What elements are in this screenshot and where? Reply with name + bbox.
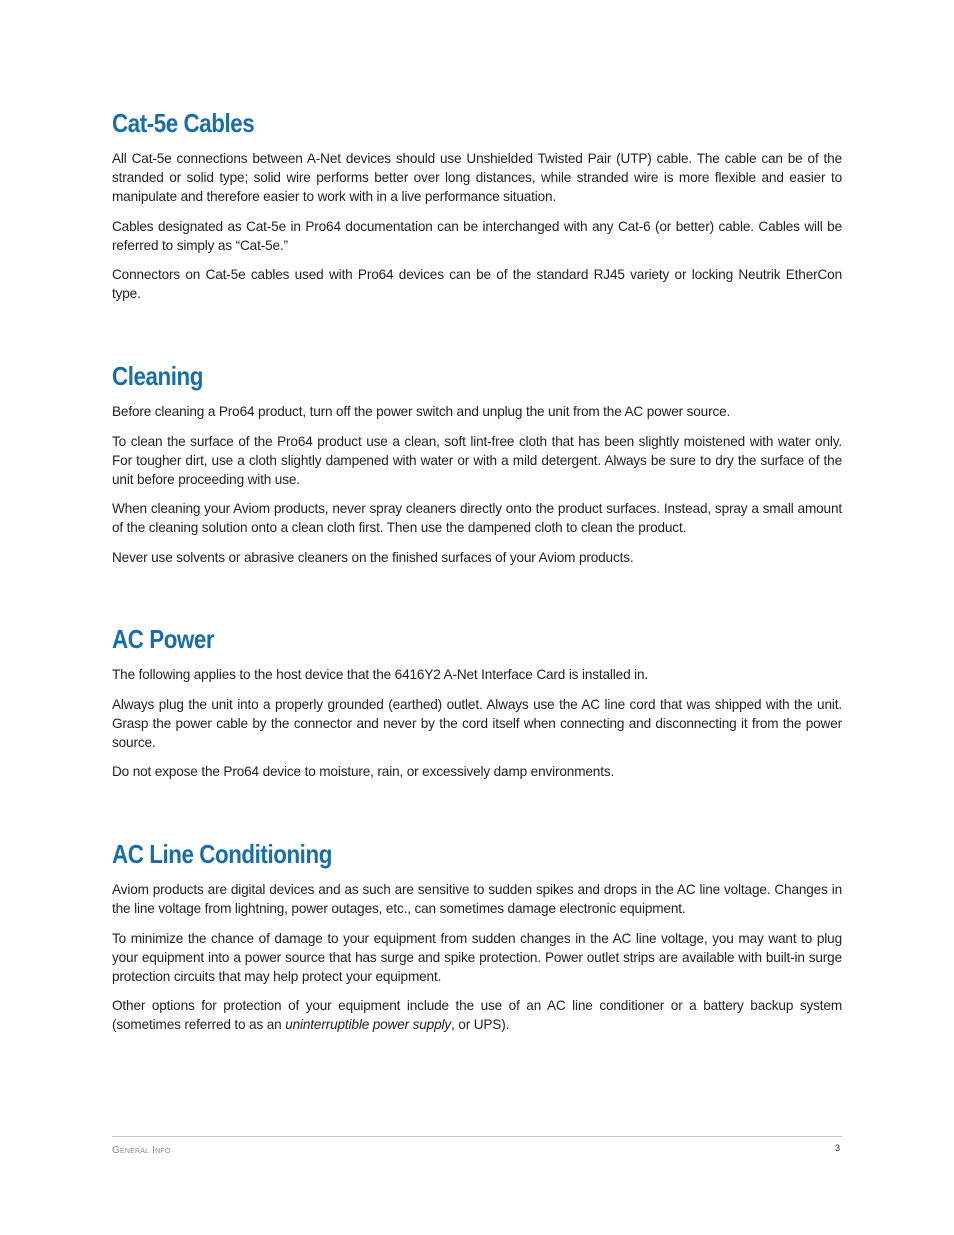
paragraph-text: Other options for protection of your equipment include the use of an AC line conditioner or a battery backup system (sometimes referred to as an	[112, 998, 842, 1032]
paragraph: When cleaning your Aviom products, never spray cleaners directly onto the product surfaces. Instead, spray a small amount of the cleaning solution onto a clean cloth first. Then use the dampened cloth to clean the product.	[112, 501, 842, 535]
section-ac-line-conditioning	[112, 838, 842, 1034]
emphasized-term: uninterruptible power supply	[285, 1017, 452, 1032]
paragraph: Do not expose the Pro64 device to moisture, rain, or excessively damp environments.	[112, 764, 615, 779]
paragraph	[112, 996, 842, 1034]
section-heading: Cleaning	[112, 361, 203, 391]
paragraph: Never use solvents or abrasive cleaners on the finished surfaces of your Aviom products.	[112, 549, 634, 565]
paragraph: Before cleaning a Pro64 product, turn off the power switch and unplug the unit from the AC power source.	[112, 404, 731, 419]
page-number: 3	[834, 1143, 840, 1153]
section-heading: AC Line Conditioning	[112, 839, 332, 869]
paragraph: To minimize the chance of damage to your equipment from sudden changes in the AC line voltage, you may want to plug your equipment into a power source that has surge and spike protection. Power outlet strips are available with built-in surge protection circuits that may help protect your equipment.	[112, 930, 842, 984]
section-ac-power	[112, 623, 842, 781]
paragraph: Aviom products are digital devices and as such are sensitive to sudden spikes and drops in the AC line voltage. Changes in the line voltage from lightning, power outages, etc., can sometimes damage electronic equipment.	[112, 882, 842, 916]
paragraph-text: , or UPS).	[451, 1017, 510, 1032]
paragraph: The following applies to the host device that the 6416Y2 A-Net Interface Card is installed in.	[112, 667, 649, 682]
section-heading: AC Power	[112, 624, 215, 654]
paragraph: Cables designated as Cat-5e in Pro64 documentation can be interchanged with any Cat-6 (or better) cable. Cables will be referred to simply as “Cat-5e.”	[112, 218, 842, 253]
footer-section-name: General Info	[112, 1145, 171, 1156]
footer-divider	[112, 1136, 842, 1137]
section-cleaning	[112, 360, 842, 567]
paragraph: All Cat-5e connections between A-Net devices should use Unshielded Twisted Pair (UTP) cable. The cable can be of the stranded or solid type; solid wire performs better over long distances, while stranded wire is more flexible and easier to manipulate and therefore easier to work with in a live performance situation.	[112, 151, 842, 204]
section-heading: Cat-5e Cables	[112, 108, 255, 138]
paragraph: Always plug the unit into a properly grounded (earthed) outlet. Always use the AC line cord that was shipped with the unit. Grasp the power cable by the connector and never by the cord itself when connecting and disconnecting it from the power source.	[112, 696, 842, 750]
paragraph: Connectors on Cat-5e cables used with Pro64 devices can be of the standard RJ45 variety or locking Neutrik EtherCon type.	[112, 267, 842, 301]
paragraph: To clean the surface of the Pro64 product use a clean, soft lint-free cloth that has been slightly moistened with water only. For tougher dirt, use a cloth slightly dampened with water or with a mild detergent. Always be sure to dry the surface of the unit before proceeding with use.	[112, 433, 842, 487]
section-cat5e-cables	[112, 107, 842, 303]
